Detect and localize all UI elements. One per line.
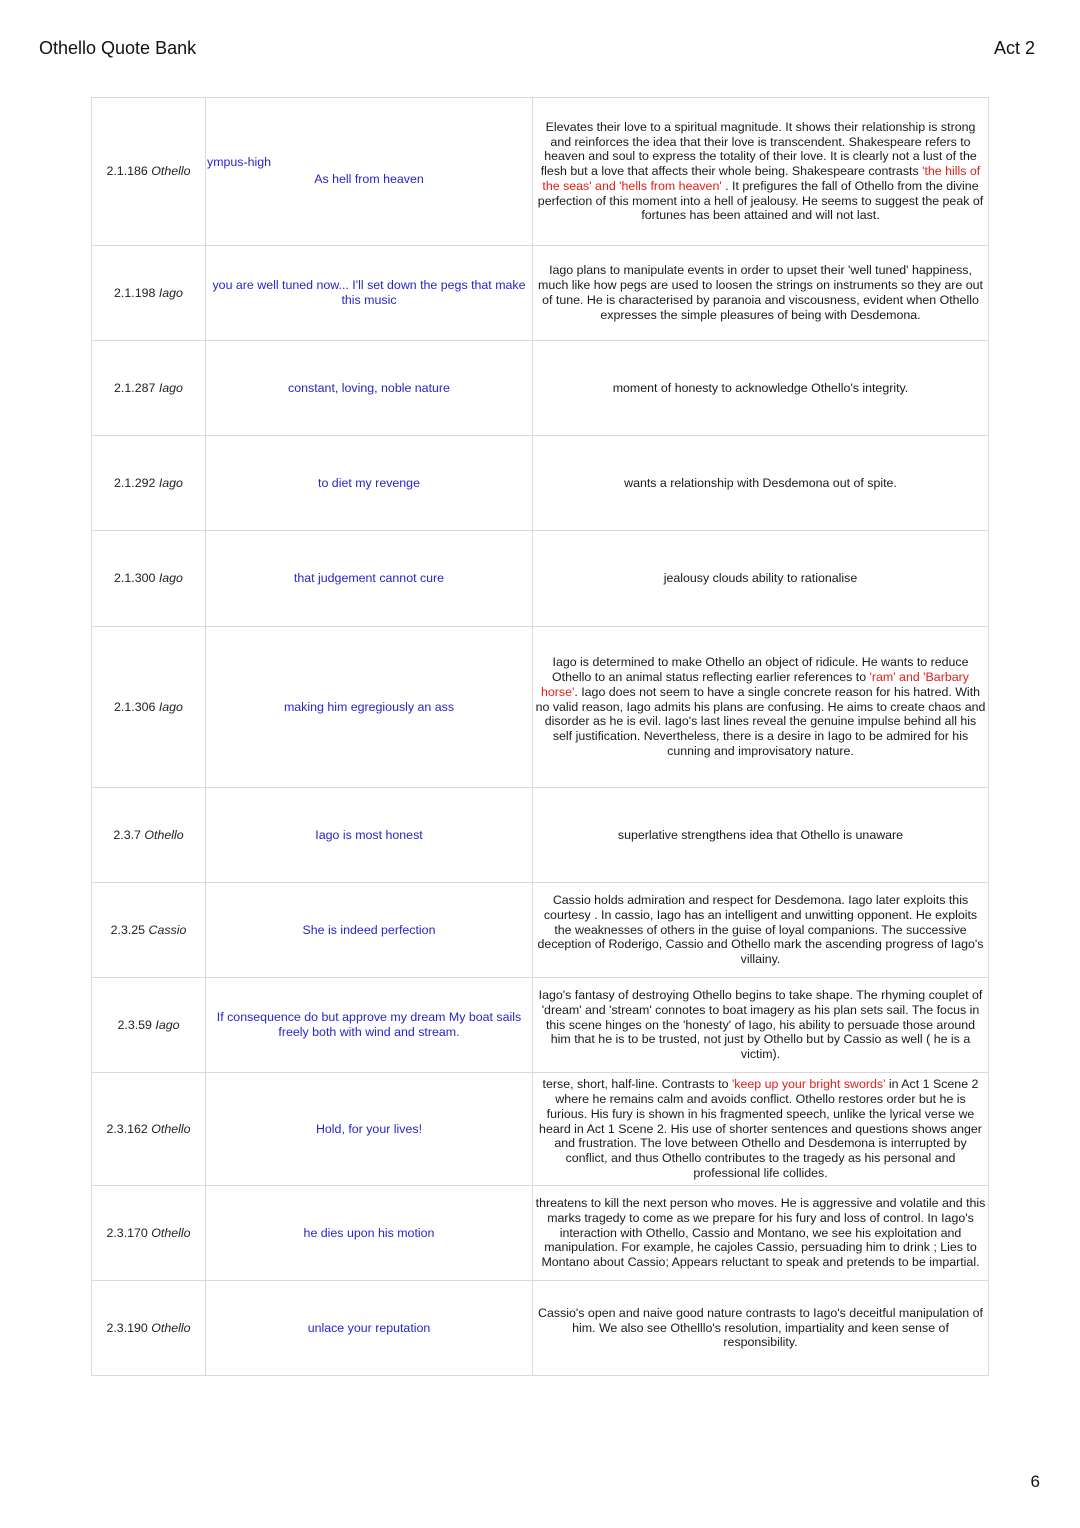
quote-cell: constant, loving, noble nature <box>206 341 533 436</box>
quote-cell: you are well tuned now... I'll set down the pegs that make this music <box>206 246 533 341</box>
page-number: 6 <box>1030 1472 1040 1491</box>
line-reference: 2.3.25 Cassio <box>92 883 206 978</box>
highlighted-quote: 'keep up your bright swords' <box>731 1077 886 1092</box>
line-reference: 2.3.190 Othello <box>92 1281 206 1376</box>
quote-cell: If consequence do but approve my dream My boat sails freely both with wind and stream. <box>206 978 533 1073</box>
quote-cell: ympus-high As hell from heaven <box>206 98 533 246</box>
table-row <box>92 627 989 788</box>
analysis-cell: Elevates their love to a spiritual magnitude. It shows their relationship is strong and reinforces the idea that their love is transcendent. Shakespeare refers to heaven and soul to express the totality of their love. It is clearly not a lust of the flesh but a love that affects their whole being. Shakespeare contrasts 'the hills of the seas' and 'hells from heaven' . It prefigures the fall of Othello from the divine perfection of this moment into a hell of jealousy. He seems to suggest the peak of fortunes has been attained and will not last. <box>533 98 989 246</box>
analysis-cell: Iago plans to manipulate events in order to upset their 'well tuned' happiness, much like how pegs are used to loosen the strings on instruments so they are out of tune. He is characterised by paranoia and viscousness, evident when Othello expresses the simple pleasures of being with Desdemona. <box>533 246 989 341</box>
analysis-cell: Iago is determined to make Othello an object of ridicule. He wants to reduce Othello to an animal status reflecting earlier references to 'ram' and 'Barbary horse'. Iago does not seem to have a single concrete reason for his hatred. With no valid reason, Iago admits his plans are confusing. He aims to create chaos and disorder as he is evil. Iago's last lines reveal the genuine impulse behind all his self justification. Nevertheless, there is a desire in Iago to be admired for his cunning and improvisatory nature. <box>533 627 989 788</box>
table-row <box>92 883 989 978</box>
quote-cell: unlace your reputation <box>206 1281 533 1376</box>
table-row <box>92 1186 989 1281</box>
line-reference: 2.1.287 Iago <box>92 341 206 436</box>
quote-cell: making him egregiously an ass <box>206 627 533 788</box>
quote-cell: that judgement cannot cure <box>206 531 533 627</box>
analysis-cell: Cassio holds admiration and respect for Desdemona. Iago later exploits this courtesy . In cassio, Iago has an intelligent and unwitting opponent. He exploits the weaknesses of others in the guise of loyal companions. The successive deception of Roderigo, Cassio and Othello mark the ascending progress of Iago's villainy. <box>533 883 989 978</box>
table-row <box>92 1073 989 1186</box>
analysis-cell: Cassio's open and naive good nature contrasts to Iago's deceitful manipulation of him. We also see Othelllo's resolution, impartiality and keen sense of responsibility. <box>533 1281 989 1376</box>
table-row <box>92 436 989 531</box>
analysis-cell: terse, short, half-line. Contrasts to 'keep up your bright swords' in Act 1 Scene 2 where he remains calm and avoids conflict. Othello restores order but he is furious. His fury is shown in his fragmented speech, unlike the lyrical verse we heard in Act 1 Scene 2. His use of shorter sentences and questions shows anger and frustration. The love between Othello and Desdemona is interrupted by conflict, and thus Othello contributes to the tragedy as his personal and professional life collides. <box>533 1073 989 1186</box>
table-row <box>92 1281 989 1376</box>
highlighted-quote: 'ram' and 'Barbary horse' <box>540 670 969 699</box>
line-reference: 2.1.186 Othello <box>92 98 206 246</box>
table-row <box>92 341 989 436</box>
analysis-cell: jealousy clouds ability to rationalise <box>533 531 989 627</box>
line-reference: 2.3.7 Othello <box>92 788 206 883</box>
analysis-cell: moment of honesty to acknowledge Othello's integrity. <box>533 341 989 436</box>
quote-table <box>91 97 989 1376</box>
table-row <box>92 788 989 883</box>
line-reference: 2.1.292 Iago <box>92 436 206 531</box>
analysis-cell: superlative strengthens idea that Othello is unaware <box>533 788 989 883</box>
table-row <box>92 531 989 627</box>
analysis-cell: Iago's fantasy of destroying Othello begins to take shape. The rhyming couplet of 'dream' and 'stream' connotes to boat imagery as his plan sets sail. The focus in this scene hinges on the 'honesty' of Iago, his ability to persuade those around him that he is to be trusted, not just by Othello but by Cassio as well ( he is a victim). <box>533 978 989 1073</box>
highlighted-quote: 'the hills of the seas' and 'hells from heaven' <box>542 164 981 193</box>
truncated-quote-fragment: ympus-high <box>207 155 272 169</box>
quote-cell: to diet my revenge <box>206 436 533 531</box>
act-label: Act 2 <box>993 38 1035 58</box>
line-reference: 2.3.162 Othello <box>92 1073 206 1186</box>
table-row <box>92 246 989 341</box>
document-title: Othello Quote Bank <box>39 38 197 58</box>
quote-cell: She is indeed perfection <box>206 883 533 978</box>
analysis-cell: threatens to kill the next person who moves. He is aggressive and volatile and this marks tragedy to come as we prepare for his fury and loss of control. In Iago's interaction with Othello, Cassio and Montano, we see his exploitation and manipulation. For example, he cajoles Cassio, persuading him to drink ; Lies to Montano about Cassio; Appears reluctant to speak and pretends to be impartial. <box>533 1186 989 1281</box>
quote-cell: he dies upon his motion <box>206 1186 533 1281</box>
quote-cell: Hold, for your lives! <box>206 1073 533 1186</box>
analysis-cell: wants a relationship with Desdemona out of spite. <box>533 436 989 531</box>
table-row <box>92 98 989 246</box>
table-row <box>92 978 989 1073</box>
line-reference: 2.3.59 Iago <box>92 978 206 1073</box>
line-reference: 2.1.300 Iago <box>92 531 206 627</box>
line-reference: 2.1.198 Iago <box>92 246 206 341</box>
line-reference: 2.3.170 Othello <box>92 1186 206 1281</box>
line-reference: 2.1.306 Iago <box>92 627 206 788</box>
quote-cell: Iago is most honest <box>206 788 533 883</box>
